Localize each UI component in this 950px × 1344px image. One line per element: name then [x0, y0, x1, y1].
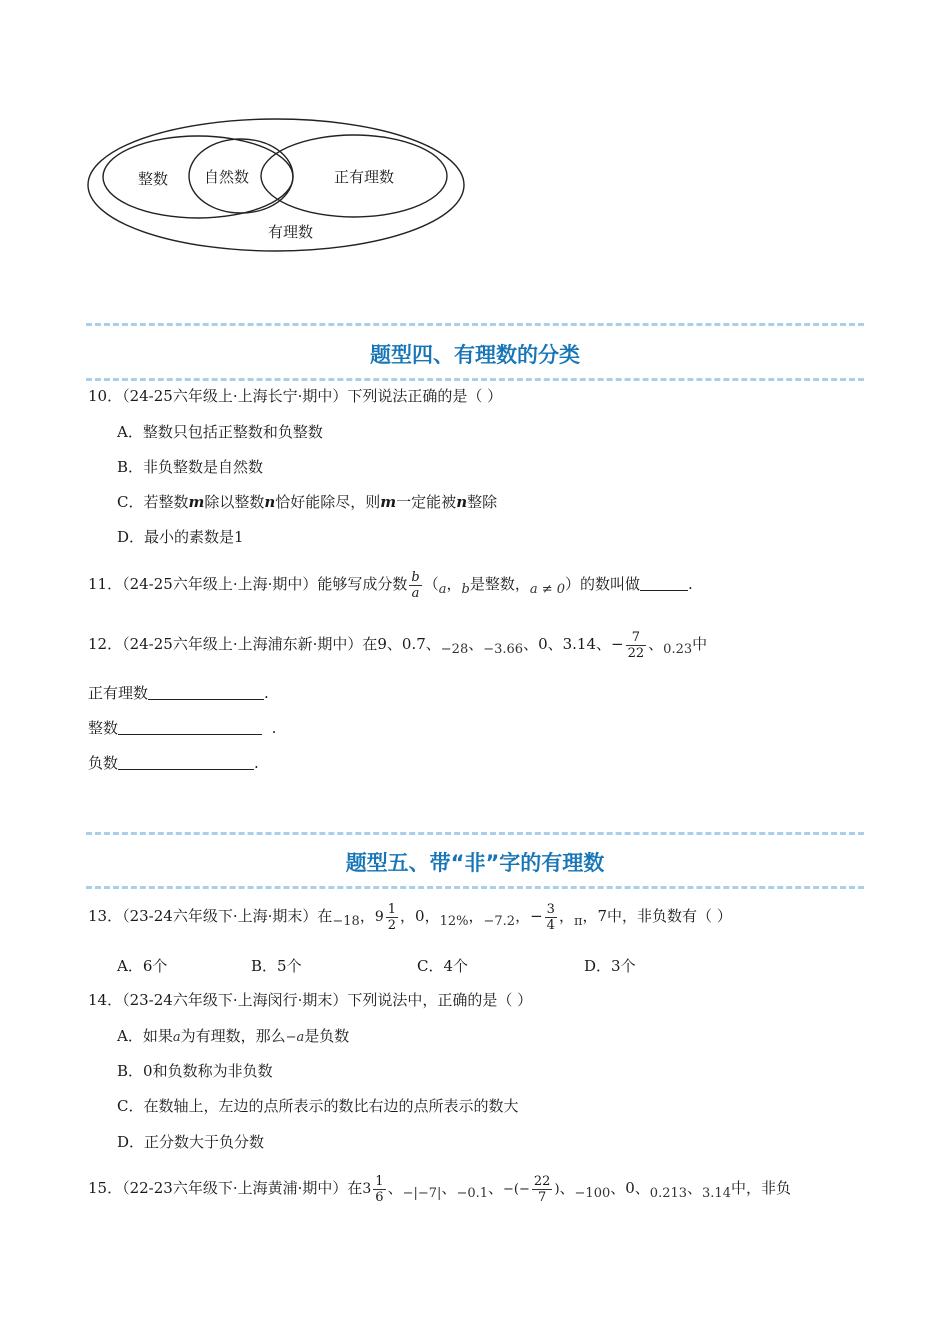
q10-c-var-n2: n [456, 493, 468, 511]
q15-frac-num: 1 [375, 1173, 384, 1189]
q15-value-314: 3.14 [702, 1186, 731, 1201]
q12-frac-den: 22 [627, 645, 645, 661]
q15-sep6: 、 [687, 1179, 703, 1197]
q15-number: 15． [88, 1179, 123, 1197]
q12-text1: （24-25六年级上·上海浦东新·期中）在9、0.7、 [122, 635, 441, 653]
q10-c-var-n: n [264, 493, 276, 511]
q15-text3: 中，非负 [730, 1179, 791, 1197]
q13-option-b: B．5个 [251, 957, 302, 975]
q10-option-a: A．整数只包括正整数和负整数 [117, 423, 323, 441]
section4-bottom-divider [86, 378, 864, 381]
q15-mixed-whole: 3 [362, 1181, 372, 1197]
q15-sep2: 、 [441, 1179, 457, 1197]
q12-sep1: 、 [468, 635, 484, 653]
q14-option-b: B．0和负数称为非负数 [117, 1062, 273, 1080]
q13-mixed-whole: 9 [374, 909, 384, 925]
q10-c-text4: 一定能被 [396, 493, 457, 511]
q15-value-neg01: −0.1 [456, 1186, 489, 1201]
q10-option-c [117, 492, 497, 512]
q15-paren-open: −(− [503, 1182, 530, 1197]
q12-number: 12． [88, 635, 123, 653]
q13-option-d: D．3个 [584, 957, 636, 975]
q10-c-var-m: m [188, 493, 205, 511]
q15-sep4: 、 [559, 1179, 575, 1197]
q11-comma: ， [446, 575, 462, 593]
q13-comma1: ， [359, 907, 375, 925]
q10-c-text3: 恰好能除尽，则 [275, 493, 381, 511]
q11-period: . [688, 575, 693, 593]
q11-var-a: a [438, 582, 447, 597]
q11-text1: （24-25六年级上·上海·期中）能够写成分数 [122, 575, 408, 593]
q14-a-text1: A．如果 [117, 1027, 173, 1045]
q11-frac-den: a [411, 585, 420, 601]
q13-number: 13． [88, 907, 123, 925]
q12-text2: 、0、3.14、 [523, 635, 612, 653]
q13-value-neg18: −18 [332, 914, 360, 929]
q12-negative-line [88, 753, 259, 773]
section5-bottom-divider [86, 886, 864, 889]
q10-number: 10． [88, 387, 123, 405]
q11-condition: a ≠ 0 [529, 582, 566, 597]
q14-a-text2: 为有理数，那么 [180, 1027, 286, 1045]
q10-c-text1: C．若整数 [117, 493, 189, 511]
q13-frac2-den: 4 [546, 917, 555, 933]
venn-label-natural: 自然数 [204, 168, 250, 186]
q15-frac2-num: 22 [533, 1173, 551, 1189]
q15-fraction2 [532, 1174, 553, 1205]
q14-a-neg-var: −a [285, 1030, 305, 1045]
venn-label-rational: 有理数 [268, 223, 314, 241]
q14-stem [88, 990, 532, 1010]
q15-mixed-fraction [373, 1174, 385, 1205]
q12-positive-label: 正有理数 [88, 684, 149, 702]
q13-text3: ，7中，非负数有（ ） [582, 907, 732, 925]
venn-label-integer: 整数 [138, 170, 169, 188]
q10-c-text2: 除以整数 [204, 493, 265, 511]
q12-negative-blank[interactable] [118, 755, 254, 770]
q13-comma4: ， [515, 907, 531, 925]
q15-stem [88, 1166, 791, 1216]
q12-text3: 中 [692, 635, 708, 653]
section5-top-divider [86, 832, 864, 835]
q15-frac2-den: 7 [538, 1189, 547, 1205]
section4-title: 题型四、有理数的分类 [370, 343, 580, 367]
q12-positive-dot: . [264, 684, 269, 702]
q14-number: 14． [88, 991, 123, 1009]
q12-negative-label: 负数 [88, 754, 119, 772]
q14-option-d: D．正分数大于负分数 [117, 1133, 265, 1151]
q12-integer-line [88, 718, 276, 738]
q12-sep2: 、 [648, 635, 664, 653]
section5-title: 题型五、带“非”字的有理数 [345, 851, 605, 875]
q13-text2: ，0， [400, 907, 440, 925]
q13-comma3: ， [468, 907, 484, 925]
q15-sep1: 、 [387, 1179, 403, 1197]
q13-comma5: ， [558, 907, 574, 925]
q12-fraction [626, 630, 647, 661]
q13-fraction2 [545, 902, 557, 933]
q15-paren-close: ) [554, 1182, 560, 1197]
q10-stem [88, 386, 502, 406]
q13-option-c: C．4个 [417, 957, 469, 975]
q13-frac-num: 1 [387, 901, 397, 917]
q11-stem [88, 566, 693, 608]
q13-value-neg72: −7.2 [483, 914, 516, 929]
q10-c-var-m2: m [380, 493, 397, 511]
q10-option-b: B．非负整数是自然数 [117, 458, 264, 476]
q14-option-a [117, 1026, 349, 1048]
q11-frac-num: b [411, 569, 420, 585]
q15-value-neg100: −100 [574, 1186, 611, 1201]
venn-integer-ellipse [103, 136, 293, 218]
q14-a-text3: 是负数 [304, 1027, 350, 1045]
q15-text1: （22-23六年级下·上海黄浦·期中）在 [122, 1179, 363, 1197]
q14-a-var: a [172, 1030, 181, 1045]
q13-text1: （23-24六年级下·上海·期末）在 [122, 907, 333, 925]
q13-frac-den: 2 [387, 917, 397, 933]
q12-negative-dot: . [254, 754, 259, 772]
q12-value-neg366: −3.66 [483, 642, 524, 657]
q11-text2: 是整数， [469, 575, 530, 593]
q11-number: 11． [88, 575, 123, 593]
q12-frac-num: 7 [626, 630, 647, 646]
q11-paren: （ [423, 575, 439, 593]
q14-option-c: C．在数轴上，左边的点所表示的数比右边的点所表示的数大 [117, 1097, 519, 1115]
q12-integer-label: 整数 [88, 719, 119, 737]
q13-value-pi: π [573, 914, 583, 929]
q12-integer-dot: . [271, 719, 277, 737]
section4-top-divider [86, 323, 864, 326]
q12-positive-blank[interactable] [148, 685, 264, 700]
q13-frac2-num: 3 [546, 901, 555, 917]
q11-answer-blank[interactable] [640, 576, 688, 591]
q12-value-neg28: −28 [440, 642, 469, 657]
q10-text: （24-25六年级上·上海长宁·期中）下列说法正确的是（ ） [122, 387, 503, 405]
q15-frac-den: 6 [375, 1189, 384, 1205]
q14-text: （23-24六年级下·上海闵行·期末）下列说法中，正确的是（ ） [122, 991, 533, 1009]
q12-integer-blank[interactable] [118, 720, 262, 735]
q15-text2: 、0、 [610, 1179, 650, 1197]
q11-fraction [409, 570, 421, 601]
q12-frac-sign: − [611, 635, 624, 653]
q10-c-text5: 整除 [467, 493, 498, 511]
q11-var-b: b [461, 582, 470, 597]
venn-label-positive: 正有理数 [334, 168, 395, 186]
q12-stem [88, 624, 707, 670]
q13-frac-sign: − [530, 907, 543, 925]
q12-positive-line [88, 683, 269, 703]
q13-option-a: A．6个 [117, 957, 168, 975]
q15-sep3: 、 [488, 1179, 504, 1197]
q15-value-repeating: 0.213 [649, 1186, 688, 1201]
q11-text3: ）的数叫做 [565, 575, 641, 593]
q15-value-abs: −|−7| [402, 1186, 442, 1201]
q12-value-repeating: 0.23 [663, 642, 693, 657]
q13-value-percent: 12% [439, 914, 469, 929]
q13-mixed-fraction [386, 902, 398, 933]
q13-stem [88, 894, 732, 944]
q10-option-d: D．最小的素数是1 [117, 528, 244, 546]
